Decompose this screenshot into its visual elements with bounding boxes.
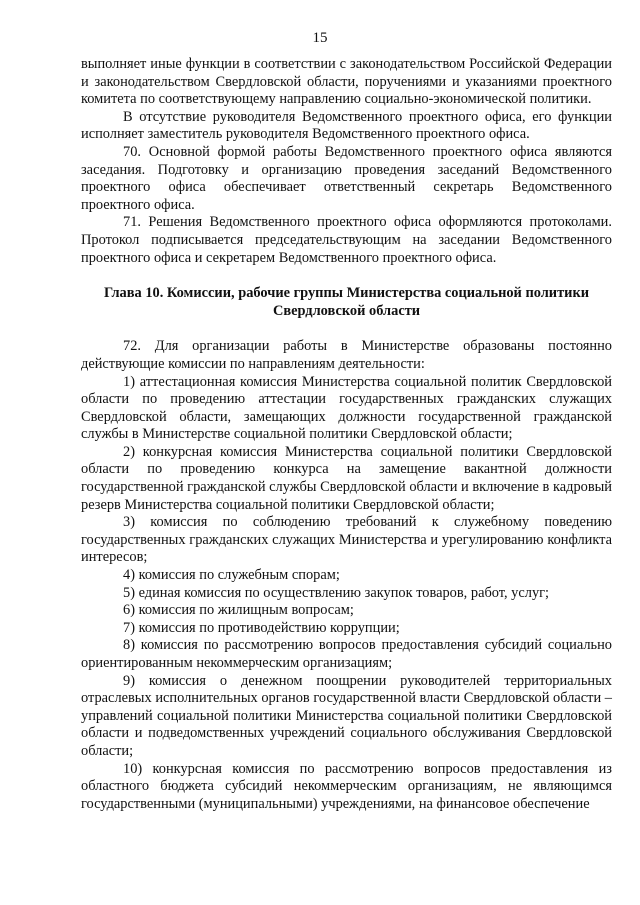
list-item: 9) комиссия о денежном поощрении руководителей территориальных отраслевых исполнительных органов государственной власти Свердловской области – управлений социальной политики Министерства социальной политики Свердловской области и подведомственных учреждений социального обслуживания Свердловской области; [81, 672, 612, 759]
list-item: 6) комиссия по жилищным вопросам; [123, 602, 354, 619]
list-item: 7) комиссия по противодействию коррупции; [123, 619, 400, 636]
document-body [81, 56, 612, 813]
list-item: 8) комиссия по рассмотрению вопросов предоставления субсидий социально ориентированным некоммерческим организациям; [81, 637, 612, 671]
paragraph: выполняет иные функции в соответствии с законодательством Российской Федерации и законодательством Свердловской области, поручениями и указаниями проектного комитета по соответствующему направлению социально-экономической политики. [81, 56, 612, 108]
paragraph: 71. Решения Ведомственного проектного офиса оформляются протоколами. Протокол подписывается председательствующим на заседании Ведомственного проектного офиса и секретарем Ведомственного проектного офиса. [81, 214, 612, 266]
page-number: 15 [312, 30, 328, 46]
paragraph: В отсутствие руководителя Ведомственного проектного офиса, его функции исполняет заместитель руководителя Ведомственного проектного офиса. [81, 108, 612, 143]
paragraph: 72. Для организации работы в Министерстве образованы постоянно действующие комиссии по направлениям деятельности: [81, 338, 612, 372]
chapter-title: Глава 10. Комиссии, рабочие группы Министерства социальной политики Свердловской области [103, 285, 590, 319]
paragraph: 70. Основной формой работы Ведомственного проектного офиса являются заседания. Подготовку и организацию проведения заседаний Ведомственного проектного офиса обеспечивает ответственный секретарь Ведомственного проектного офиса. [81, 143, 612, 213]
list-item: 5) единая комиссия по осуществлению закупок товаров, работ, услуг; [123, 584, 550, 601]
list-item: 10) конкурсная комиссия по рассмотрению вопросов предоставления из областного бюджета субсидий некоммерческим организациям, не являющимся государственными (муниципальными) учреждениями, на финансовое обеспечение [81, 760, 612, 812]
list-item: 4) комиссия по служебным спорам; [123, 567, 340, 584]
list-item: 1) аттестационная комиссия Министерства социальной политик Свердловской области по проведению аттестации государственных гражданских служащих Свердловской области, замещающих должности государственной гражданской службы в Министерстве социальной политики Свердловской области; [81, 373, 612, 443]
list-item: 3) комиссия по соблюдению требований к служебному поведению государственных гражданских служащих Министерства и урегулированию конфликта интересов; [81, 514, 612, 566]
list-item: 2) конкурсная комиссия Министерства социальной политики Свердловской области по проведению конкурса на замещение вакантной должности государственной гражданской службы Свердловской области и включение в кадровый резерв Министерства социальной политики Свердловской области; [81, 443, 612, 513]
